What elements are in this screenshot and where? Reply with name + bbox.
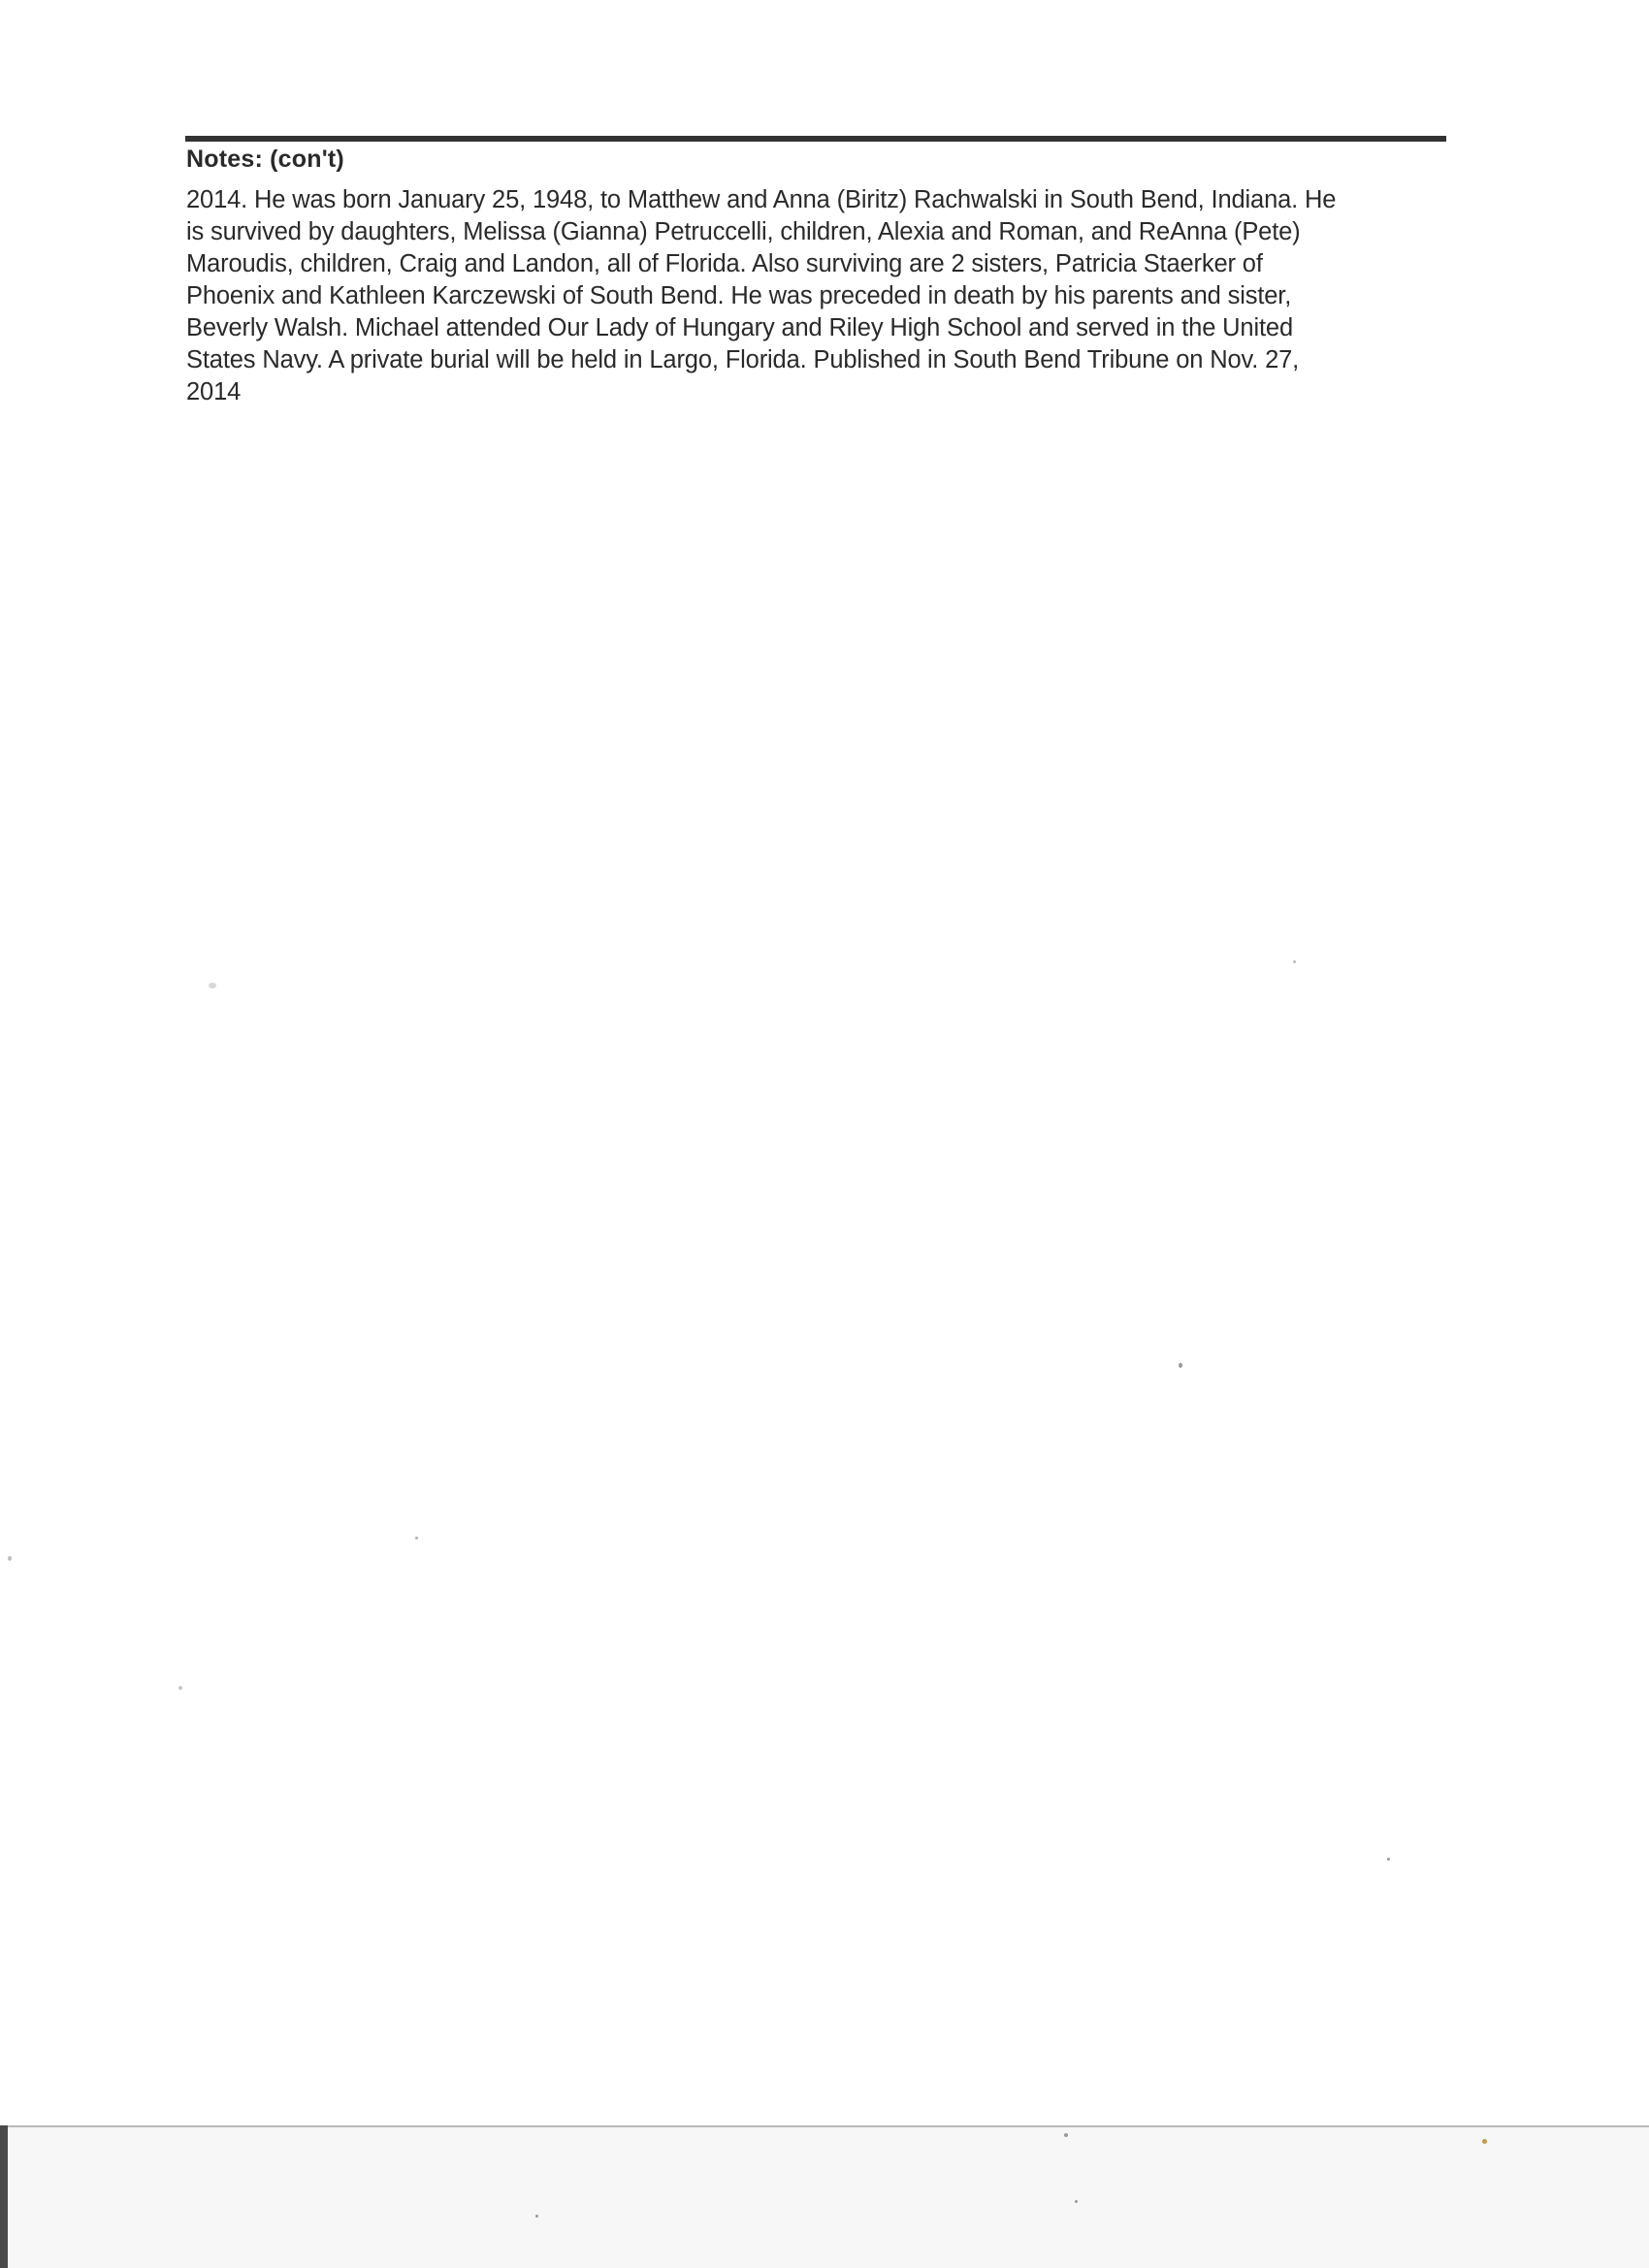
notes-line: is survived by daughters, Melissa (Gianna) Petruccelli, children, Alexia and Roman, and ReAnna (Pete) [186,218,1301,245]
scan-speck [178,1686,182,1690]
scan-speck [1075,2200,1078,2203]
scan-speck [415,1537,418,1539]
notes-text [186,184,1457,408]
notes-line: Maroudis, children, Craig and Landon, all of Florida. Also surviving are 2 sisters, Patricia Staerker of [186,250,1263,277]
notes-line: 2014. He was born January 25, 1948, to Matthew and Anna (Biritz) Rachwalski in South Bend, Indiana. He [186,186,1337,213]
notes-line: Beverly Walsh. Michael attended Our Lady of Hungary and Riley High School and served in the United [186,314,1293,341]
scan-speck [209,983,216,988]
scan-speck [8,1556,12,1561]
scan-speck [1482,2139,1487,2144]
scan-speck [1179,1363,1182,1368]
scan-speck [535,2215,538,2218]
notes-line: States Navy. A private burial will be held in Largo, Florida. Published in South Bend Tribune on Nov. 27, [186,346,1300,373]
scan-speck [1293,960,1296,963]
scan-edge-shadow [0,2125,8,2268]
header-rule [185,136,1446,142]
scan-margin [8,2127,1649,2268]
notes-line: 2014 [186,378,242,405]
notes-line: Phoenix and Kathleen Karczewski of South Bend. He was preceded in death by his parents and sister, [186,282,1292,309]
notes-heading: Notes: (con't) [186,146,344,173]
scan-speck [1387,1858,1390,1861]
scan-speck [1064,2133,1068,2137]
